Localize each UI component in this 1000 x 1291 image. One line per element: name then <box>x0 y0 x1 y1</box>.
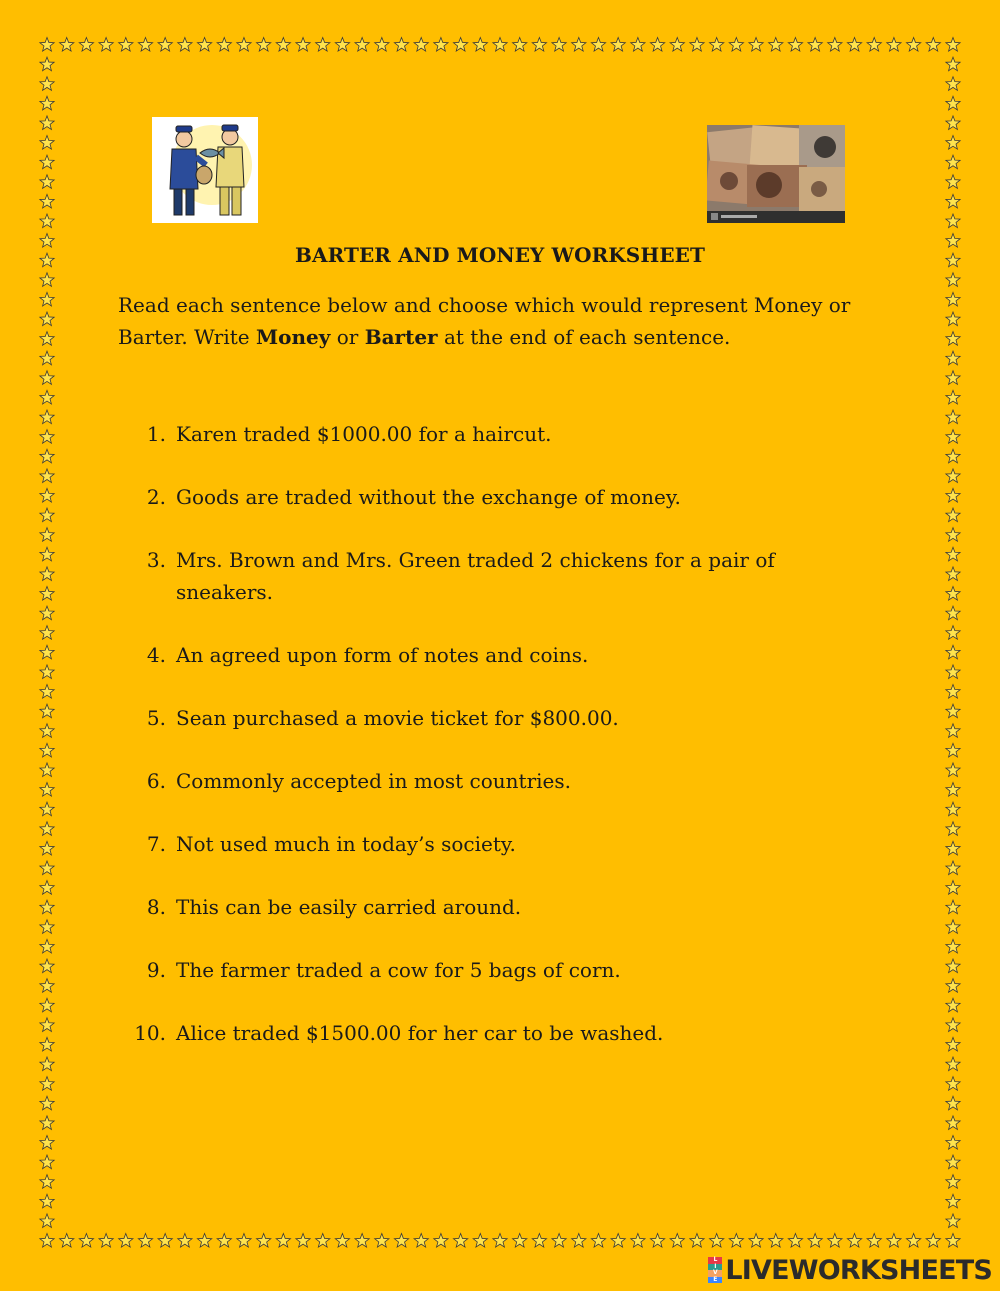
border-star-icon <box>493 38 507 52</box>
border-star-icon <box>572 1234 586 1248</box>
border-star-icon <box>611 38 625 52</box>
border-star-icon <box>946 508 960 522</box>
border-star-icon <box>394 1234 408 1248</box>
border-star-icon <box>946 488 960 502</box>
border-star-icon <box>946 1155 960 1169</box>
question-text: Alice traded $1500.00 for her car to be washed. <box>176 1021 664 1045</box>
instructions-money-word: Money <box>255 325 331 349</box>
border-star-icon <box>690 1234 704 1248</box>
border-star-icon <box>591 38 605 52</box>
border-star-icon <box>40 586 54 600</box>
border-star-icon <box>946 645 960 659</box>
border-star-icon <box>788 38 802 52</box>
border-star-icon <box>926 38 940 52</box>
border-star-icon <box>40 939 54 953</box>
border-star-icon <box>40 351 54 365</box>
border-star-icon <box>710 1234 724 1248</box>
border-star-icon <box>946 292 960 306</box>
logo-letter: E <box>708 1277 722 1284</box>
question-item <box>118 639 858 671</box>
border-star-icon <box>572 38 586 52</box>
border-star-icon <box>946 1135 960 1149</box>
border-star-icon <box>414 1234 428 1248</box>
border-star-icon <box>296 38 310 52</box>
border-star-icon <box>237 1234 251 1248</box>
border-star-icon <box>946 1214 960 1228</box>
question-number: 8. <box>146 895 166 919</box>
border-star-icon <box>40 155 54 169</box>
border-star-icon <box>178 1234 192 1248</box>
border-star-icon <box>40 273 54 287</box>
border-star-icon <box>40 1175 54 1189</box>
border-star-icon <box>946 802 960 816</box>
border-star-icon <box>729 1234 743 1248</box>
border-star-icon <box>79 38 93 52</box>
border-star-icon <box>40 38 54 52</box>
border-star-icon <box>99 38 113 52</box>
border-star-icon <box>946 351 960 365</box>
question-text: Sean purchased a movie ticket for $800.00. <box>176 706 619 730</box>
border-star-icon <box>60 38 74 52</box>
question-text: Commonly accepted in most countries. <box>176 769 571 793</box>
border-star-icon <box>946 959 960 973</box>
question-item <box>118 1017 858 1049</box>
border-star-icon <box>40 214 54 228</box>
border-star-icon <box>217 1234 231 1248</box>
border-star-icon <box>611 1234 625 1248</box>
border-star-icon <box>946 665 960 679</box>
border-star-icon <box>670 1234 684 1248</box>
border-star-icon <box>355 1234 369 1248</box>
question-text: Mrs. Brown and Mrs. Green traded 2 chickens for a pair of sneakers. <box>176 548 775 604</box>
border-star-icon <box>40 547 54 561</box>
border-star-icon <box>946 920 960 934</box>
border-star-icon <box>729 38 743 52</box>
border-star-icon <box>946 783 960 797</box>
border-star-icon <box>40 136 54 150</box>
border-star-icon <box>40 292 54 306</box>
question-number: 1. <box>146 422 166 446</box>
border-star-icon <box>690 38 704 52</box>
border-star-icon <box>40 920 54 934</box>
border-star-icon <box>119 38 133 52</box>
border-star-icon <box>40 77 54 91</box>
border-star-icon <box>552 1234 566 1248</box>
border-star-icon <box>946 312 960 326</box>
border-star-icon <box>946 96 960 110</box>
border-star-icon <box>40 449 54 463</box>
border-star-icon <box>40 1234 54 1248</box>
question-text: Karen traded $1000.00 for a haircut. <box>176 422 552 446</box>
border-star-icon <box>591 1234 605 1248</box>
border-star-icon <box>906 38 920 52</box>
question-number: 9. <box>146 958 166 982</box>
border-star-icon <box>946 1096 960 1110</box>
border-star-icon <box>40 430 54 444</box>
border-star-icon <box>946 136 960 150</box>
border-star-icon <box>513 1234 527 1248</box>
border-star-icon <box>946 1057 960 1071</box>
border-star-icon <box>40 1116 54 1130</box>
border-star-icon <box>650 1234 664 1248</box>
border-star-icon <box>40 1194 54 1208</box>
border-star-icon <box>40 979 54 993</box>
border-star-icon <box>946 410 960 424</box>
border-star-icon <box>946 449 960 463</box>
question-number: 10. <box>134 1021 166 1045</box>
border-star-icon <box>946 155 960 169</box>
logo-letter: I <box>708 1264 722 1271</box>
border-star-icon <box>335 1234 349 1248</box>
border-star-icon <box>197 1234 211 1248</box>
border-star-icon <box>40 861 54 875</box>
question-item <box>118 765 858 797</box>
border-star-icon <box>40 626 54 640</box>
border-star-icon <box>40 1037 54 1051</box>
border-star-icon <box>473 38 487 52</box>
border-star-icon <box>453 38 467 52</box>
border-star-icon <box>946 77 960 91</box>
border-star-icon <box>828 38 842 52</box>
border-star-icon <box>946 763 960 777</box>
question-item <box>118 544 858 608</box>
border-star-icon <box>40 175 54 189</box>
border-star-icon <box>40 371 54 385</box>
border-star-icon <box>749 38 763 52</box>
border-star-icon <box>316 38 330 52</box>
border-star-icon <box>40 57 54 71</box>
instructions-text-1: Read each sentence below and choose which would represent Money or Barter. Write <box>118 293 851 349</box>
border-star-icon <box>40 567 54 581</box>
border-star-icon <box>946 900 960 914</box>
border-star-icon <box>946 1194 960 1208</box>
border-star-icon <box>40 528 54 542</box>
border-star-icon <box>40 783 54 797</box>
border-star-icon <box>946 724 960 738</box>
border-star-icon <box>946 1175 960 1189</box>
border-star-icon <box>946 586 960 600</box>
border-star-icon <box>197 38 211 52</box>
border-star-icon <box>40 312 54 326</box>
border-star-icon <box>946 1234 960 1248</box>
border-star-icon <box>257 1234 271 1248</box>
border-star-icon <box>138 1234 152 1248</box>
question-text: This can be easily carried around. <box>176 895 522 919</box>
border-star-icon <box>375 1234 389 1248</box>
border-star-icon <box>355 38 369 52</box>
border-star-icon <box>40 763 54 777</box>
question-item <box>118 418 858 450</box>
border-star-icon <box>316 1234 330 1248</box>
border-star-icon <box>394 38 408 52</box>
border-star-icon <box>40 488 54 502</box>
border-star-icon <box>946 685 960 699</box>
question-item <box>118 481 858 513</box>
border-star-icon <box>670 38 684 52</box>
question-text: Not used much in today’s society. <box>176 832 516 856</box>
border-star-icon <box>769 1234 783 1248</box>
border-star-icon <box>946 332 960 346</box>
logo-letter: V <box>708 1270 722 1277</box>
border-star-icon <box>808 38 822 52</box>
border-star-icon <box>40 96 54 110</box>
border-star-icon <box>946 979 960 993</box>
instructions-barter-word: Barter <box>364 325 438 349</box>
border-star-icon <box>769 38 783 52</box>
border-star-icon <box>257 38 271 52</box>
border-star-icon <box>40 1096 54 1110</box>
border-star-icon <box>40 685 54 699</box>
border-star-icon <box>946 469 960 483</box>
border-star-icon <box>946 1037 960 1051</box>
border-star-icon <box>946 567 960 581</box>
border-star-icon <box>40 743 54 757</box>
question-item <box>118 891 858 923</box>
border-star-icon <box>710 38 724 52</box>
border-star-icon <box>946 822 960 836</box>
border-star-icon <box>946 881 960 895</box>
instructions <box>118 289 878 353</box>
border-star-icon <box>650 38 664 52</box>
money-photo <box>707 125 845 223</box>
border-star-icon <box>946 214 960 228</box>
border-star-icon <box>946 606 960 620</box>
border-star-icon <box>631 38 645 52</box>
border-star-icon <box>946 704 960 718</box>
border-star-icon <box>40 390 54 404</box>
border-star-icon <box>40 1077 54 1091</box>
question-item <box>118 954 858 986</box>
border-star-icon <box>946 430 960 444</box>
border-star-icon <box>828 1234 842 1248</box>
border-star-icon <box>867 38 881 52</box>
border-star-icon <box>946 841 960 855</box>
border-star-icon <box>946 273 960 287</box>
border-star-icon <box>946 743 960 757</box>
border-star-icon <box>906 1234 920 1248</box>
border-star-icon <box>40 822 54 836</box>
border-star-icon <box>158 38 172 52</box>
question-number: 2. <box>146 485 166 509</box>
border-star-icon <box>40 704 54 718</box>
liveworksheets-logo-icon <box>708 1257 722 1283</box>
border-star-icon <box>40 508 54 522</box>
question-number: 4. <box>146 643 166 667</box>
border-star-icon <box>946 116 960 130</box>
border-star-icon <box>946 175 960 189</box>
border-star-icon <box>946 194 960 208</box>
border-star-icon <box>946 626 960 640</box>
border-star-icon <box>887 38 901 52</box>
border-star-icon <box>434 38 448 52</box>
liveworksheets-text: LIVEWORKSHEETS <box>725 1254 992 1286</box>
border-star-icon <box>493 1234 507 1248</box>
border-star-icon <box>79 1234 93 1248</box>
border-star-icon <box>847 1234 861 1248</box>
border-star-icon <box>532 38 546 52</box>
liveworksheets-watermark[interactable] <box>708 1255 992 1285</box>
border-star-icon <box>40 606 54 620</box>
border-star-icon <box>40 959 54 973</box>
border-star-icon <box>60 1234 74 1248</box>
question-number: 3. <box>146 548 166 572</box>
border-star-icon <box>946 861 960 875</box>
question-item <box>118 702 858 734</box>
border-star-icon <box>414 38 428 52</box>
border-star-icon <box>40 332 54 346</box>
border-star-icon <box>453 1234 467 1248</box>
border-star-icon <box>946 371 960 385</box>
border-star-icon <box>40 1214 54 1228</box>
border-star-icon <box>946 57 960 71</box>
border-star-icon <box>158 1234 172 1248</box>
border-star-icon <box>552 38 566 52</box>
border-star-icon <box>40 116 54 130</box>
border-star-icon <box>217 38 231 52</box>
border-star-icon <box>40 900 54 914</box>
border-star-icon <box>40 802 54 816</box>
border-star-icon <box>40 1155 54 1169</box>
trade-clipart <box>152 117 258 223</box>
border-star-icon <box>808 1234 822 1248</box>
question-list <box>118 418 858 1080</box>
border-star-icon <box>513 38 527 52</box>
border-star-icon <box>335 38 349 52</box>
instructions-text-2: at the end of each sentence. <box>437 325 731 349</box>
border-star-icon <box>296 1234 310 1248</box>
question-text: An agreed upon form of notes and coins. <box>176 643 589 667</box>
border-star-icon <box>946 998 960 1012</box>
worksheet-title: BARTER AND MONEY WORKSHEET <box>294 243 706 267</box>
question-text: The farmer traded a cow for 5 bags of corn. <box>176 958 621 982</box>
border-star-icon <box>40 1018 54 1032</box>
border-star-icon <box>946 1116 960 1130</box>
border-star-icon <box>749 1234 763 1248</box>
border-star-icon <box>40 645 54 659</box>
border-star-icon <box>434 1234 448 1248</box>
border-star-icon <box>946 1018 960 1032</box>
question-number: 5. <box>146 706 166 730</box>
border-star-icon <box>946 547 960 561</box>
border-star-icon <box>237 38 251 52</box>
border-star-icon <box>375 38 389 52</box>
border-star-icon <box>138 38 152 52</box>
border-star-icon <box>946 939 960 953</box>
border-star-icon <box>946 528 960 542</box>
border-star-icon <box>99 1234 113 1248</box>
border-star-icon <box>40 1135 54 1149</box>
border-star-icon <box>946 38 960 52</box>
border-star-icon <box>40 469 54 483</box>
border-star-icon <box>40 724 54 738</box>
border-star-icon <box>788 1234 802 1248</box>
border-star-icon <box>40 194 54 208</box>
border-star-icon <box>40 665 54 679</box>
question-item <box>118 828 858 860</box>
border-star-icon <box>946 1077 960 1091</box>
border-star-icon <box>473 1234 487 1248</box>
question-number: 7. <box>146 832 166 856</box>
border-star-icon <box>40 998 54 1012</box>
border-star-icon <box>276 38 290 52</box>
border-star-icon <box>276 1234 290 1248</box>
border-star-icon <box>40 841 54 855</box>
border-star-icon <box>887 1234 901 1248</box>
border-star-icon <box>119 1234 133 1248</box>
border-star-icon <box>40 410 54 424</box>
question-number: 6. <box>146 769 166 793</box>
border-star-icon <box>178 38 192 52</box>
border-star-icon <box>946 390 960 404</box>
border-star-icon <box>532 1234 546 1248</box>
border-star-icon <box>40 1057 54 1071</box>
logo-letter: L <box>708 1257 722 1264</box>
border-star-icon <box>631 1234 645 1248</box>
border-star-icon <box>867 1234 881 1248</box>
border-star-icon <box>847 38 861 52</box>
question-text: Goods are traded without the exchange of money. <box>176 485 681 509</box>
instructions-or: or <box>330 325 365 349</box>
border-star-icon <box>926 1234 940 1248</box>
border-star-icon <box>40 881 54 895</box>
